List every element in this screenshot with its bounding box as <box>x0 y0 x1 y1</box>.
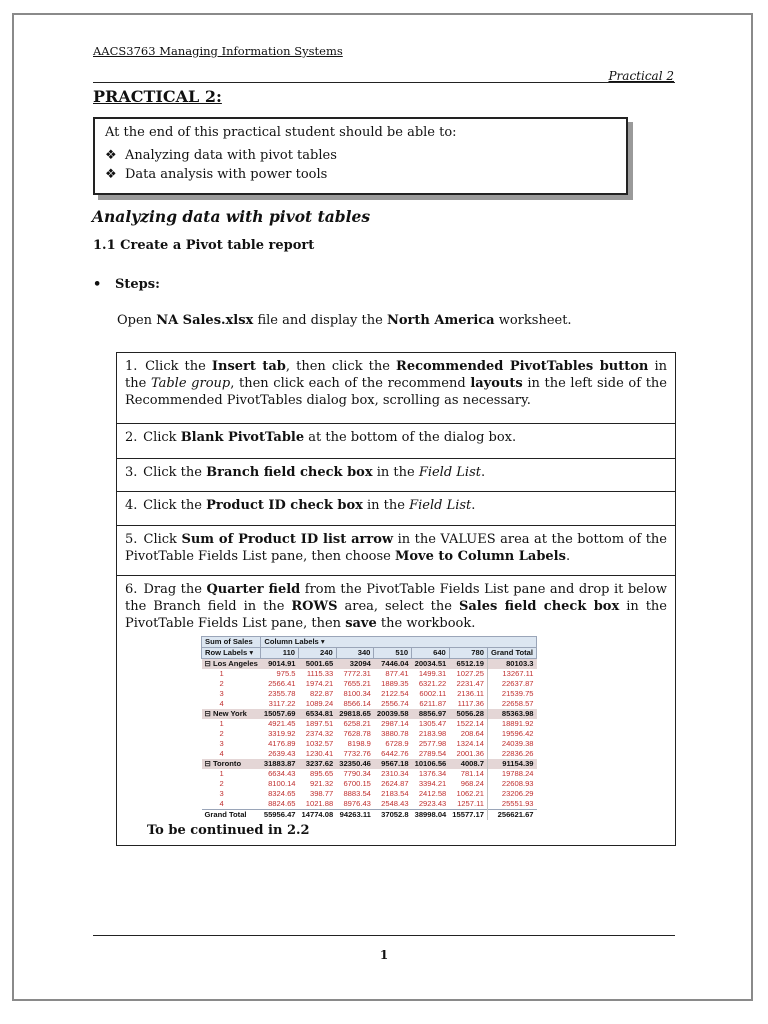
pivot-cell: 5001.65 <box>299 659 337 670</box>
pivot-cell: 2231.47 <box>456 679 484 688</box>
pivot-cell: 7732.76 <box>343 749 371 758</box>
pivot-quarter-row <box>202 799 537 810</box>
step-3: 3. Click the Branch field check box in the Field List. <box>117 459 675 492</box>
pivot-cell: 2183.54 <box>381 789 409 798</box>
pivot-cell: 6512.19 <box>449 659 487 670</box>
pivot-quarter-row <box>202 669 537 679</box>
pivot-cell: 1889.35 <box>381 679 409 688</box>
pivot-cell: 94263.11 <box>336 810 374 821</box>
pivot-quarter-label: 2 <box>219 679 224 688</box>
pivot-cell: 208.64 <box>460 729 484 738</box>
subsection-title: 1.1 Create a Pivot table report <box>93 238 315 253</box>
pivot-cell: 2577.98 <box>418 739 447 748</box>
pivot-cell: 1324.14 <box>456 739 484 748</box>
diamond-bullet-icon: ❖ <box>105 148 117 163</box>
pivot-cell: 1897.51 <box>305 719 334 728</box>
pivot-col-header: 240 <box>299 648 337 659</box>
pivot-cell: 22836.26 <box>487 749 536 759</box>
pivot-cell: 1257.11 <box>457 799 484 808</box>
pivot-cell: 2987.14 <box>381 719 409 728</box>
pivot-cell: 37052.8 <box>374 810 412 821</box>
section-title: Analyzing data with pivot tables <box>92 207 371 226</box>
pivot-cell: 20039.58 <box>374 709 412 719</box>
pivot-quarter-label: 1 <box>219 669 224 678</box>
pivot-cell: 2789.54 <box>418 749 447 758</box>
pivot-cell: 38998.04 <box>412 810 450 821</box>
pivot-cell: 2136.11 <box>457 689 484 698</box>
pivot-cell: 31883.87 <box>261 759 299 769</box>
pivot-cell: 55956.47 <box>261 810 299 821</box>
pivot-cell: 8883.54 <box>343 789 371 798</box>
step-5: 5. Click Sum of Product ID list arrow in the VALUES area at the bottom of the PivotTable Fields List pane, then choose Move to Column Labels. <box>117 526 675 576</box>
pivot-cell: 25551.93 <box>487 799 536 810</box>
pivot-cell: 1062.21 <box>456 789 484 798</box>
pivot-cell: 32350.46 <box>336 759 374 769</box>
pivot-cell: 6634.43 <box>268 769 296 778</box>
pivot-quarter-label: 3 <box>219 789 224 798</box>
pivot-cell: 6534.81 <box>299 709 337 719</box>
pivot-quarter-label: 4 <box>219 749 224 758</box>
pivot-cell: 85363.98 <box>487 709 536 719</box>
pivot-cell: 6211.87 <box>419 699 447 708</box>
pivot-cell: 19596.42 <box>487 729 536 739</box>
pivot-quarter-label: 1 <box>219 719 224 728</box>
pivot-cell: 2374.32 <box>305 729 334 738</box>
pivot-cell: 8566.14 <box>343 699 371 708</box>
pivot-cell: 1522.14 <box>456 719 484 728</box>
pivot-quarter-label: 4 <box>219 699 224 708</box>
objectives-box <box>93 117 628 195</box>
pivot-cell: 2923.43 <box>418 799 447 808</box>
pivot-quarter-row <box>202 789 537 799</box>
steps-table <box>116 352 676 846</box>
pivot-cell: 2566.41 <box>268 679 296 688</box>
open-instruction: Open NA Sales.xlsx file and display the North America worksheet. <box>117 313 572 328</box>
objective-item: ❖ Analyzing data with pivot tables <box>105 148 337 163</box>
pivot-cell: 5056.28 <box>449 709 487 719</box>
pivot-cell: 1032.57 <box>305 739 334 748</box>
pivot-cell: 2412.58 <box>418 789 447 798</box>
pivot-cell: 91154.39 <box>487 759 536 769</box>
pivot-cell: 7628.78 <box>343 729 371 738</box>
pivot-cell: 22637.87 <box>487 679 536 689</box>
step-1: 1. Click the Insert tab, then click the Recommended PivotTables button in the Table group, then click each of the recommend layouts in the left side of the Recommended PivotTables dialog box, scrolling as necessary. <box>117 353 675 424</box>
pivot-cell: 877.41 <box>385 669 409 678</box>
bullet-icon: • <box>93 277 102 292</box>
objectives-intro: At the end of this practical student should be able to: <box>105 125 457 140</box>
step-4: 4. Click the Product ID check box in the Field List. <box>117 492 675 526</box>
pivot-cell: 29818.65 <box>336 709 374 719</box>
pivot-cell: 1021.88 <box>305 799 334 808</box>
page-number: 1 <box>379 948 389 962</box>
dropdown-arrow-icon: ▾ <box>249 648 254 657</box>
pivot-header-row <box>202 637 537 648</box>
pivot-cell: 1305.47 <box>418 719 447 728</box>
pivot-cell: 14774.08 <box>299 810 337 821</box>
pivot-cell: 18891.92 <box>487 719 536 729</box>
continue-note: To be continued in 2.2 <box>147 823 310 838</box>
pivot-cell: 7790.34 <box>343 769 371 778</box>
pivot-cell: 8856.97 <box>412 709 450 719</box>
pivot-cell: 781.14 <box>460 769 484 778</box>
pivot-cell: 2355.78 <box>268 689 296 698</box>
pivot-cell: 8198.9 <box>347 739 371 748</box>
pivot-cell: 3237.62 <box>299 759 337 769</box>
pivot-cell: 80103.3 <box>487 659 536 670</box>
pivot-cell: 2001.36 <box>456 749 484 758</box>
pivot-grand-total-row <box>202 810 537 821</box>
pivot-col-header: Grand Total <box>487 648 536 659</box>
pivot-group-row <box>202 759 537 769</box>
pivot-group-label: ⊟ Los Angeles <box>202 659 261 670</box>
pivot-grand-total-label: Grand Total <box>202 810 261 821</box>
pivot-cell: 10106.56 <box>412 759 450 769</box>
pivot-quarter-row <box>202 729 537 739</box>
pivot-cell: 921.32 <box>309 779 334 788</box>
pivot-cell: 7446.04 <box>374 659 412 670</box>
pivot-cell: 256621.67 <box>487 810 536 821</box>
pivot-cell: 8324.65 <box>268 789 296 798</box>
pivot-cell: 22608.93 <box>487 779 536 789</box>
pivot-quarter-row <box>202 699 537 709</box>
pivot-cell: 822.87 <box>309 689 334 698</box>
practical-header: Practical 2 <box>608 69 674 83</box>
pivot-col-header: 780 <box>449 648 487 659</box>
pivot-quarter-label: 3 <box>219 689 224 698</box>
pivot-col-labels: Column Labels ▾ <box>261 637 537 648</box>
pivot-cell: 19788.24 <box>487 769 536 779</box>
pivot-cell: 975.5 <box>276 669 296 678</box>
pivot-cell: 895.65 <box>309 769 334 778</box>
pivot-cell: 8100.34 <box>343 689 371 698</box>
pivot-cell: 13267.11 <box>487 669 536 679</box>
pivot-cell: 1230.41 <box>305 749 334 758</box>
pivot-quarter-label: 2 <box>219 779 224 788</box>
pivot-row-labels: Row Labels ▾ <box>202 648 261 659</box>
pivot-cell: 3394.21 <box>418 779 447 788</box>
pivot-cell: 1115.33 <box>306 669 334 678</box>
pivot-cell: 1376.34 <box>418 769 447 778</box>
pivot-group-row <box>202 709 537 719</box>
pivot-table-screenshot <box>201 636 537 820</box>
pivot-columns-row <box>202 648 537 659</box>
pivot-cell: 6321.22 <box>418 679 447 688</box>
pivot-quarter-label: 1 <box>219 769 224 778</box>
pivot-cell: 1499.31 <box>418 669 447 678</box>
pivot-cell: 3117.22 <box>268 699 296 708</box>
pivot-cell: 2548.43 <box>381 799 409 808</box>
pivot-cell: 15577.17 <box>449 810 487 821</box>
pivot-cell: 2639.43 <box>268 749 296 758</box>
pivot-cell: 2183.98 <box>418 729 447 738</box>
pivot-quarter-row <box>202 749 537 759</box>
pivot-cell: 9014.91 <box>261 659 299 670</box>
pivot-cell: 6728.9 <box>385 739 409 748</box>
pivot-cell: 6442.76 <box>381 749 409 758</box>
pivot-cell: 32094 <box>336 659 374 670</box>
pivot-quarter-row <box>202 739 537 749</box>
pivot-cell: 1117.36 <box>457 699 484 708</box>
diamond-bullet-icon: ❖ <box>105 167 117 182</box>
pivot-cell: 8976.43 <box>343 799 371 808</box>
pivot-cell: 6700.15 <box>343 779 371 788</box>
pivot-cell: 2624.87 <box>381 779 409 788</box>
pivot-cell: 22658.57 <box>487 699 536 709</box>
pivot-cell: 398.77 <box>309 789 334 798</box>
pivot-quarter-label: 4 <box>219 799 224 808</box>
pivot-cell: 24039.38 <box>487 739 536 749</box>
pivot-cell: 1027.25 <box>456 669 484 678</box>
step-6: 6. Drag the Quarter field from the PivotTable Fields List pane and drop it below the Branch field in the ROWS area, select the Sales field check box in the PivotTable Fields List pane, then save the workbook. Sum of Sales Column Labels ▾ Row Labels ▾ 110 240 340 510 640 780 Grand Total ⊟ Los Angeles 9014.91 5001.65 32094 7446.04 20034.51 6512.19 80103.3 1 975.5 1115.33 7772.31 877.41 1499.31 1027.25 13267.11 2 2566.41 1974.21 7655.21 1889.35 6321.22 2231.47 22637.87 3 2355.78 822.87 8100.34 2122.54 6002.11 2136.11 21539.75 4 3117.22 1089.24 8566.14 2556.74 6211.87 1117.36 22658.57 ⊟ New York 15057.69 6534.81 29818.65 20039.58 8856.97 5056.28 85363.98 1 4921.45 1897.51 6258.21 2987.14 1305.47 1522.14 18891.92 2 3319.92 2374.32 7628.78 3880.78 2183.98 208.64 19596.42 3 4176.89 1032.57 8198.9 6728.9 2577.98 1324.14 24039.38 4 2639.43 1230.41 7732.76 6442.76 2789.54 2001.36 22836.26 ⊟ Toronto 31883.87 3237.62 32350.46 9567.18 10106.56 4008.7 91154.39 1 6634.43 895.65 7790.34 2310.34 1376.34 781.14 19788.24 2 8100.14 921.32 6700.15 2624.87 3394.21 968.24 22608.93 3 8324.65 398.77 8883.54 2183.54 2412.58 1062.21 23206.29 4 8824.65 1021.88 8976.43 2548.43 2923.43 1257.11 25551.93 Grand Total 55956.47 14774.08 94263.11 37052.8 38998.04 15577.17 256621.67 To be continued in 2.2 <box>125 582 667 838</box>
pivot-quarter-row <box>202 779 537 789</box>
pivot-cell: 15057.69 <box>261 709 299 719</box>
pivot-cell: 1089.24 <box>305 699 334 708</box>
pivot-group-label: ⊟ New York <box>202 709 261 719</box>
pivot-col-header: 510 <box>374 648 412 659</box>
pivot-cell: 20034.51 <box>412 659 450 670</box>
pivot-cell: 9567.18 <box>374 759 412 769</box>
pivot-col-header: 640 <box>412 648 450 659</box>
pivot-cell: 4921.45 <box>268 719 296 728</box>
pivot-cell: 8824.65 <box>268 799 296 808</box>
pivot-quarter-row <box>202 719 537 729</box>
dropdown-arrow-icon: ▾ <box>320 637 325 646</box>
objective-item: ❖ Data analysis with power tools <box>105 167 328 182</box>
pivot-cell: 23206.29 <box>487 789 536 799</box>
pivot-cell: 6002.11 <box>419 689 447 698</box>
pivot-cell: 7772.31 <box>343 669 371 678</box>
pivot-cell: 4008.7 <box>449 759 487 769</box>
pivot-cell: 6258.21 <box>343 719 371 728</box>
pivot-quarter-row <box>202 679 537 689</box>
page-title: PRACTICAL 2: <box>93 87 222 106</box>
steps-label: • Steps: <box>93 277 160 292</box>
course-header: AACS3763 Managing Information Systems <box>93 44 343 58</box>
pivot-cell: 2556.74 <box>381 699 409 708</box>
pivot-sum-label: Sum of Sales <box>202 637 261 648</box>
pivot-quarter-row <box>202 769 537 779</box>
pivot-quarter-row <box>202 689 537 699</box>
pivot-cell: 2122.54 <box>381 689 409 698</box>
pivot-cell: 968.24 <box>460 779 484 788</box>
step-2: 2. Click Blank PivotTable at the bottom of the dialog box. <box>117 424 675 459</box>
pivot-cell: 8100.14 <box>268 779 296 788</box>
pivot-cell: 2310.34 <box>381 769 409 778</box>
footer-rule <box>93 935 675 936</box>
pivot-cell: 7655.21 <box>343 679 371 688</box>
pivot-quarter-label: 2 <box>219 729 224 738</box>
pivot-cell: 3319.92 <box>268 729 296 738</box>
pivot-col-header: 340 <box>336 648 374 659</box>
pivot-quarter-label: 3 <box>219 739 224 748</box>
pivot-group-label: ⊟ Toronto <box>202 759 261 769</box>
pivot-cell: 1974.21 <box>305 679 334 688</box>
pivot-cell: 21539.75 <box>487 689 536 699</box>
pivot-cell: 4176.89 <box>268 739 296 748</box>
pivot-col-header: 110 <box>261 648 299 659</box>
pivot-group-row <box>202 659 537 670</box>
pivot-cell: 3880.78 <box>381 729 409 738</box>
header-rule <box>93 82 675 83</box>
